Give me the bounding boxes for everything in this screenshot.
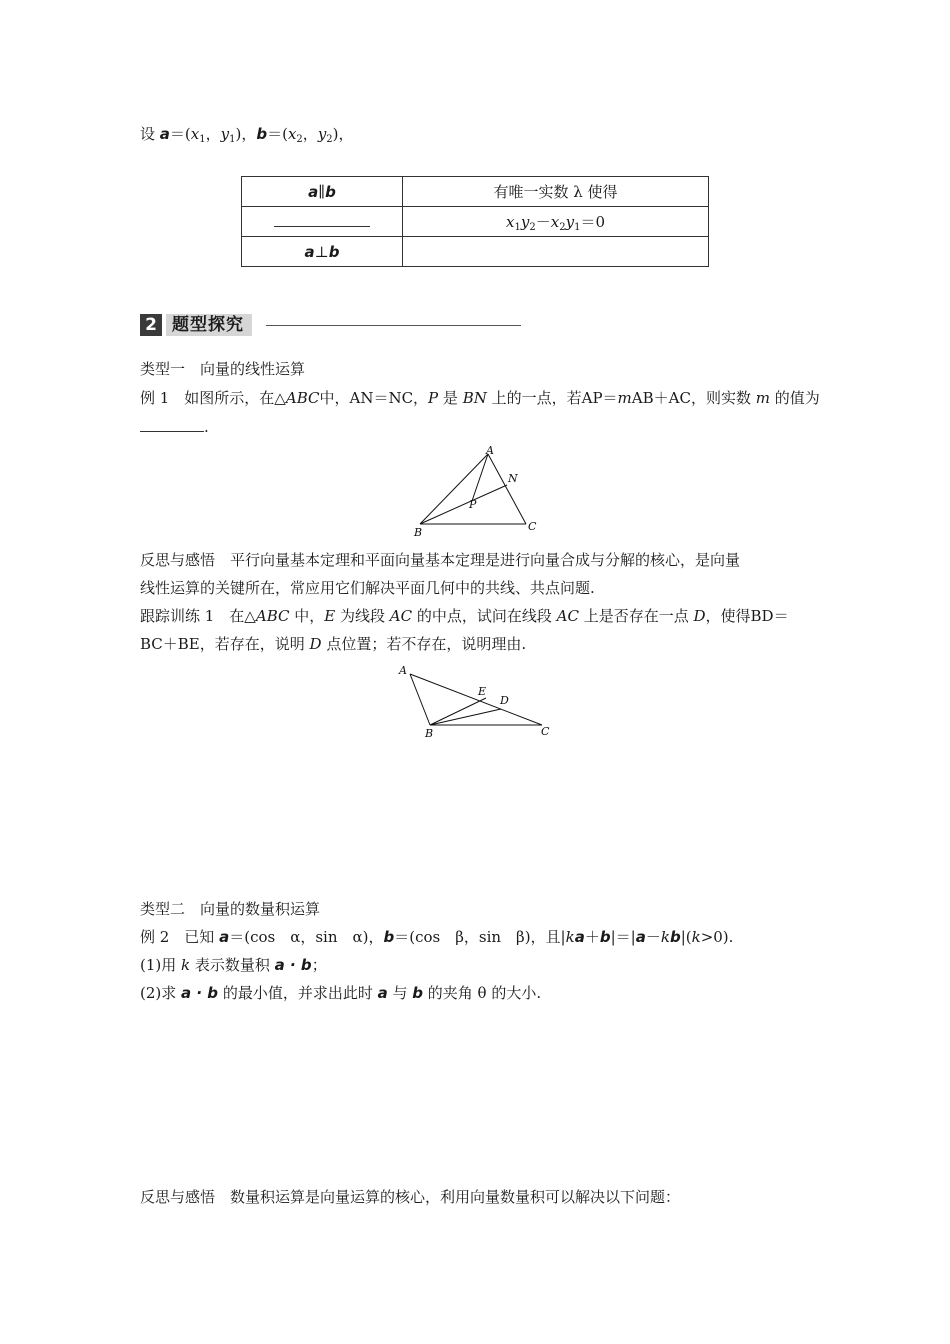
- y1-sub: 1: [229, 134, 236, 145]
- label-a: A: [486, 444, 494, 457]
- ex2-text: ＝(cos β，sin β)，且|: [394, 928, 566, 946]
- table-cell-parallel: [242, 177, 403, 207]
- var-k: k: [660, 928, 670, 946]
- question2-line: [140, 983, 541, 1003]
- q2-text: (2)求: [140, 984, 182, 1002]
- example1-line1: [140, 388, 820, 408]
- table-cell-coordinate-condition: [403, 207, 709, 237]
- ex1-text: 的值为: [769, 389, 820, 407]
- ex2-text: |(: [680, 928, 692, 946]
- x2: x: [287, 125, 297, 143]
- var-k: k: [181, 956, 191, 974]
- answer-blank: [274, 212, 370, 227]
- vector-a: a: [159, 125, 170, 143]
- vector-b: b: [599, 928, 611, 946]
- vector-a: a: [308, 182, 319, 201]
- q2-text: 的夹角 θ 的大小.: [423, 984, 542, 1002]
- intro-prefix: 设: [140, 125, 160, 143]
- triangle-abc: ABC: [285, 389, 320, 407]
- vector-a: a: [377, 984, 388, 1002]
- q2-text: 的最小值，并求出此时: [218, 984, 378, 1002]
- intro-eq2: ＝(: [267, 125, 288, 143]
- x2-sub: 2: [559, 221, 566, 233]
- vector-b: b: [383, 928, 395, 946]
- y2: y: [317, 125, 327, 143]
- reflection1-line2: 线性运算的关键所在，常应用它们解决平面几何中的共线、共点问题.: [140, 579, 595, 597]
- intro-comma-2: ，: [302, 125, 318, 143]
- table-cell-empty: [403, 237, 709, 267]
- type2-heading: 类型二 向量的数量积运算: [140, 900, 321, 918]
- minus-sign: －: [535, 212, 551, 231]
- label-c: C: [528, 520, 537, 533]
- vector-a: a: [635, 928, 646, 946]
- point-p: P: [428, 389, 439, 407]
- vector-b: b: [669, 928, 681, 946]
- y2-sub: 2: [529, 221, 536, 233]
- ex1-end: .: [204, 418, 209, 436]
- track1-text: 中，: [289, 607, 325, 625]
- vector-b: b: [412, 984, 424, 1002]
- label-b: B: [425, 727, 434, 740]
- y1: y: [220, 125, 230, 143]
- point-d: D: [693, 607, 706, 625]
- q1-text: ；: [311, 956, 327, 974]
- table-cell-unique-lambda: 有唯一实数 λ 使得: [403, 177, 709, 207]
- ex1-text: 是: [438, 389, 463, 407]
- vector-b: b: [328, 242, 340, 261]
- segment-ac: [488, 454, 526, 524]
- type1-heading: 类型一 向量的线性运算: [140, 360, 306, 378]
- y2: y: [520, 212, 530, 231]
- x1-sub: 1: [199, 134, 206, 145]
- segment-ac: AC: [389, 607, 413, 625]
- minus-sign: －: [645, 928, 661, 946]
- parallel-symbol: ∥: [318, 182, 326, 201]
- x1: x: [190, 125, 200, 143]
- triangle-abc: ABC: [255, 607, 290, 625]
- example1-line2: [140, 417, 209, 437]
- segment-ac: AC: [556, 607, 579, 625]
- y2-sub: 2: [326, 134, 333, 145]
- intro-end: )，: [332, 125, 354, 143]
- vector-a: a: [574, 928, 585, 946]
- label-e: E: [478, 685, 487, 698]
- ex1-text: 例 1 如图所示，在△: [140, 389, 286, 407]
- x1-sub: 1: [514, 221, 521, 233]
- track1-text: ，使得BD＝: [705, 607, 789, 625]
- example2-line: [140, 927, 733, 947]
- ex2-text: |＝|: [610, 928, 636, 946]
- section-title: 题型探究: [166, 314, 252, 336]
- y1-sub: 1: [574, 221, 581, 233]
- q1-text: (1)用: [140, 956, 182, 974]
- table-row: [242, 207, 709, 237]
- label-n: N: [508, 472, 518, 485]
- segment-bd: [430, 709, 501, 725]
- x2-sub: 2: [296, 134, 303, 145]
- dot-product-ab: a · b: [181, 984, 219, 1002]
- var-m: m: [755, 389, 770, 407]
- track1-text: 上是否存在一点: [578, 607, 694, 625]
- track1-text: 的中点，试问在线段: [412, 607, 557, 625]
- segment-bn: [420, 485, 507, 524]
- ex1-text: AB＋AC，则实数: [631, 389, 756, 407]
- var-k: k: [565, 928, 575, 946]
- segment-bn: BN: [462, 389, 487, 407]
- label-a: A: [399, 664, 407, 677]
- x1: x: [506, 212, 515, 231]
- intro-comma: ，: [205, 125, 221, 143]
- answer-blank: [140, 417, 204, 432]
- figure-triangle-abc-2: [392, 660, 557, 742]
- segment-ab: [420, 454, 488, 524]
- section-number-badge: 2: [140, 314, 162, 336]
- ex2-text: 例 2 已知: [140, 928, 220, 946]
- q1-text: 表示数量积: [190, 956, 275, 974]
- ex2-text: ＝(cos α，sin α)，: [229, 928, 384, 946]
- var-k: k: [691, 928, 701, 946]
- vector-b: b: [325, 182, 336, 201]
- segment-be: [430, 698, 486, 725]
- section-divider: [266, 325, 521, 326]
- label-d: D: [500, 694, 509, 707]
- table-cell-blank: [242, 207, 403, 237]
- vector-condition-table: [241, 176, 709, 267]
- track1-text: 跟踪训练 1 在△: [140, 607, 256, 625]
- tracking1-line2: [140, 634, 526, 654]
- point-d: D: [309, 635, 322, 653]
- segment-ab: [410, 674, 430, 725]
- label-c: C: [541, 725, 550, 738]
- table-cell-perpendicular: [242, 237, 403, 267]
- reflection1-line1: 反思与感悟 平行向量基本定理和平面向量基本定理是进行向量合成与分解的核心，是向量: [140, 551, 741, 569]
- track1-text: 点位置；若不存在，说明理由.: [321, 635, 527, 653]
- track1-text: BC＋BE，若存在，说明: [140, 635, 310, 653]
- segment-ac: [410, 674, 542, 725]
- y1: y: [565, 212, 575, 231]
- question1-line: [140, 955, 327, 975]
- vector-b: b: [256, 125, 268, 143]
- equals-zero: ＝0: [580, 212, 605, 231]
- dot-product-ab: a · b: [274, 956, 312, 974]
- vector-a: a: [219, 928, 230, 946]
- point-e: E: [324, 607, 336, 625]
- intro-eq1: ＝(: [169, 125, 191, 143]
- track1-text: 为线段: [335, 607, 390, 625]
- ex2-text: >0).: [700, 928, 734, 946]
- q2-text: 与: [387, 984, 413, 1002]
- ex1-text: 上的一点，若AP＝: [486, 389, 618, 407]
- label-b: B: [414, 526, 423, 539]
- figure-triangle-abc-1: [408, 442, 548, 540]
- vector-a: a: [304, 242, 315, 261]
- var-m: m: [617, 389, 632, 407]
- intro-line: [140, 124, 354, 150]
- label-p: P: [469, 498, 477, 511]
- tracking1-line1: [140, 606, 789, 626]
- intro-mid: )，: [235, 125, 257, 143]
- x2: x: [550, 212, 560, 231]
- perpendicular-symbol: ⊥: [314, 242, 329, 261]
- table-row: [242, 237, 709, 267]
- segment-ap: [472, 454, 488, 501]
- reflection2-line: 反思与感悟 数量积运算是向量运算的核心，利用向量数量积可以解决以下问题：: [140, 1188, 681, 1206]
- plus-sign: ＋: [584, 928, 600, 946]
- table-row: [242, 177, 709, 207]
- ex1-text: 中，AN＝NC，: [319, 389, 429, 407]
